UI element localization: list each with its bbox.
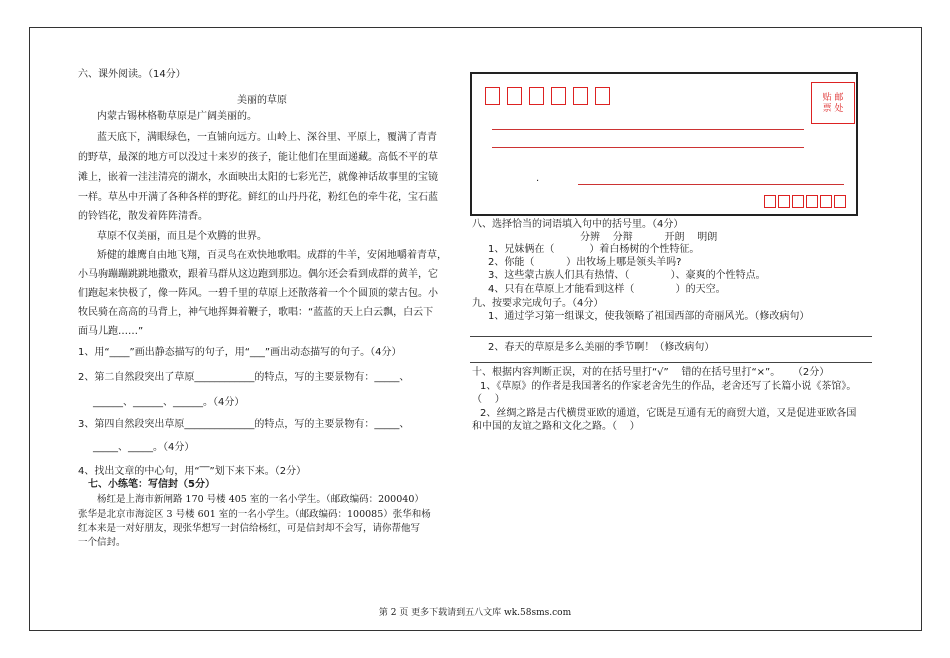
passage-p3: 草原不仅美丽，而且是个欢腾的世界。 bbox=[97, 231, 267, 242]
passage-p4-line: 矫健的雄鹰自由地飞翔，百灵鸟在欢快地歌唱。成群的牛羊，安闲地嚼着青草， bbox=[97, 250, 447, 261]
section-8-item: 1、兄妹俩在（ ）着白杨树的个性特征。 bbox=[488, 244, 700, 255]
question-4: 4、找出文章的中心句，用“‾‾”划下来下来。（2分） bbox=[78, 466, 307, 477]
passage-p1: 内蒙古锡林格勒草原是广阔美丽的。 bbox=[97, 111, 257, 122]
envelope-diagram bbox=[470, 72, 858, 216]
question-3-line: _____、_____。（4分） bbox=[93, 442, 195, 453]
section-10-item: （ ） bbox=[472, 394, 505, 405]
section-10-item: 和中国的友谊之路和文化之路。（ ） bbox=[472, 421, 640, 432]
section-7-title: 七、小练笔：写信封（5分） bbox=[88, 479, 215, 490]
passage-p2-line: 滩上，嵌着一洼洼清亮的湖水，水面映出太阳的七彩光芒，就像神话故事里的宝镜 bbox=[78, 172, 438, 183]
section-8-item: 4、只有在草原上才能看到这样（ ）的天空。 bbox=[488, 284, 726, 295]
section-7-line: 张华是北京市海淀区 3 号楼 601 室的一名小学生。（邮政编码：100085）张华和杨 bbox=[78, 509, 431, 520]
passage-p4-line: 牧民骑在高高的马背上，神气地挥舞着鞭子，歌唱：“蓝蓝的天上白云飘，白云下 bbox=[78, 307, 434, 318]
section-6-title: 六、课外阅读。（14分） bbox=[78, 69, 186, 80]
answer-line bbox=[470, 362, 872, 363]
question-3-line: 3、第四自然段突出草原______________的特点，写的主要景物有：_____、 bbox=[78, 419, 410, 430]
sender-zip-box bbox=[764, 195, 776, 208]
sender-zip-box bbox=[820, 195, 832, 208]
stamp-label: 贴 邮 bbox=[822, 93, 844, 103]
stamp-label: 票 处 bbox=[822, 104, 844, 114]
word-choices: 分辨 分辩 开朗 明朗 bbox=[580, 232, 718, 243]
sender-zip-box bbox=[834, 195, 846, 208]
question-2-line: 2、第二自然段突出了草原____________的特点，写的主要景物有：_____、 bbox=[78, 372, 410, 383]
passage-p4-line: 面马儿跑……” bbox=[78, 326, 144, 337]
dot-mark: . bbox=[536, 173, 540, 184]
section-10-title: 十、根据内容判断正误，对的在括号里打“√” 错的在括号里打“×”。 （2分） bbox=[472, 367, 830, 378]
section-9-title: 九、按要求完成句子。（4分） bbox=[472, 298, 604, 309]
passage-p2-line: 的铃铛花，散发着阵阵清香。 bbox=[78, 211, 208, 222]
sender-zip-box bbox=[792, 195, 804, 208]
zip-code-box bbox=[485, 87, 500, 105]
passage-p2-line: 一样。草丛中开满了各种各样的野花。鲜红的山丹丹花，粉红色的牵牛花，宝石蓝 bbox=[78, 192, 438, 203]
zip-code-box bbox=[573, 87, 588, 105]
answer-line bbox=[470, 336, 872, 337]
recipient-address-line bbox=[492, 147, 804, 148]
passage-p4-line: 们跑起来快极了，像一阵风。一碧千里的草原上还散落着一个个圆顶的蒙古包。小 bbox=[78, 288, 438, 299]
section-10-item: 2、丝绸之路是古代横贯亚欧的通道，它既是互通有无的商贸大道，又是促进亚欧各国 bbox=[480, 408, 857, 419]
question-2-line: ______、______、______。（4分） bbox=[93, 397, 245, 408]
section-9-item: 2、春天的草原是多么美丽的季节啊！（修改病句） bbox=[488, 342, 715, 353]
zip-code-box bbox=[551, 87, 566, 105]
recipient-address-line bbox=[492, 129, 804, 130]
section-8-title: 八、选择恰当的词语填入句中的括号里。（4分） bbox=[472, 219, 684, 230]
section-10-item: 1、《草原》的作者是我国著名的作家老舍先生的作品，老舍还写了长篇小说《茶馆》。 bbox=[480, 381, 857, 392]
section-8-item: 3、这些蒙古族人们具有热情、（ ）、豪爽的个性特点。 bbox=[488, 270, 766, 281]
sender-address-line bbox=[578, 184, 844, 185]
page-footer: 第 2 页 更多下载请到五八文库 wk.58sms.com bbox=[378, 608, 572, 618]
passage-p4-line: 小马驹蹦蹦跳跳地撒欢，跟着马群从这边跑到那边。偶尔还会看到成群的黄羊，它 bbox=[78, 269, 438, 280]
passage-title: 美丽的草原 bbox=[237, 95, 287, 106]
sender-zip-box bbox=[806, 195, 818, 208]
section-7-line: 杨红是上海市新闸路 170 号楼 405 室的一名小学生。（邮政编码：200040） bbox=[97, 494, 424, 505]
passage-p2-line: 的野草，最深的地方可以没过十来岁的孩子，能让他们在里面递藏。高低不平的草 bbox=[78, 152, 438, 163]
section-7-line: 红本来是一对好朋友，现张华想写一封信给杨红，可是信封却不会写，请你帮他写 bbox=[78, 523, 421, 534]
question-1: 1、用“____”画出静态描写的句子，用“___”画出动态描写的句子。（4分） bbox=[78, 347, 402, 358]
stamp-area bbox=[811, 82, 855, 124]
section-9-item: 1、通过学习第一组课文，使我领略了祖国西部的奇丽风光。（修改病句） bbox=[488, 311, 810, 322]
section-7-line: 一个信封。 bbox=[78, 537, 126, 548]
section-8-item: 2、你能（ ）出牧场上哪是领头羊吗? bbox=[488, 257, 682, 268]
zip-code-box bbox=[595, 87, 610, 105]
sender-zip-box bbox=[778, 195, 790, 208]
zip-code-box bbox=[507, 87, 522, 105]
zip-code-box bbox=[529, 87, 544, 105]
passage-p2-line: 蓝天底下，满眼绿色，一直铺向远方。山岭上、深谷里、平原上，覆满了青青 bbox=[97, 132, 437, 143]
